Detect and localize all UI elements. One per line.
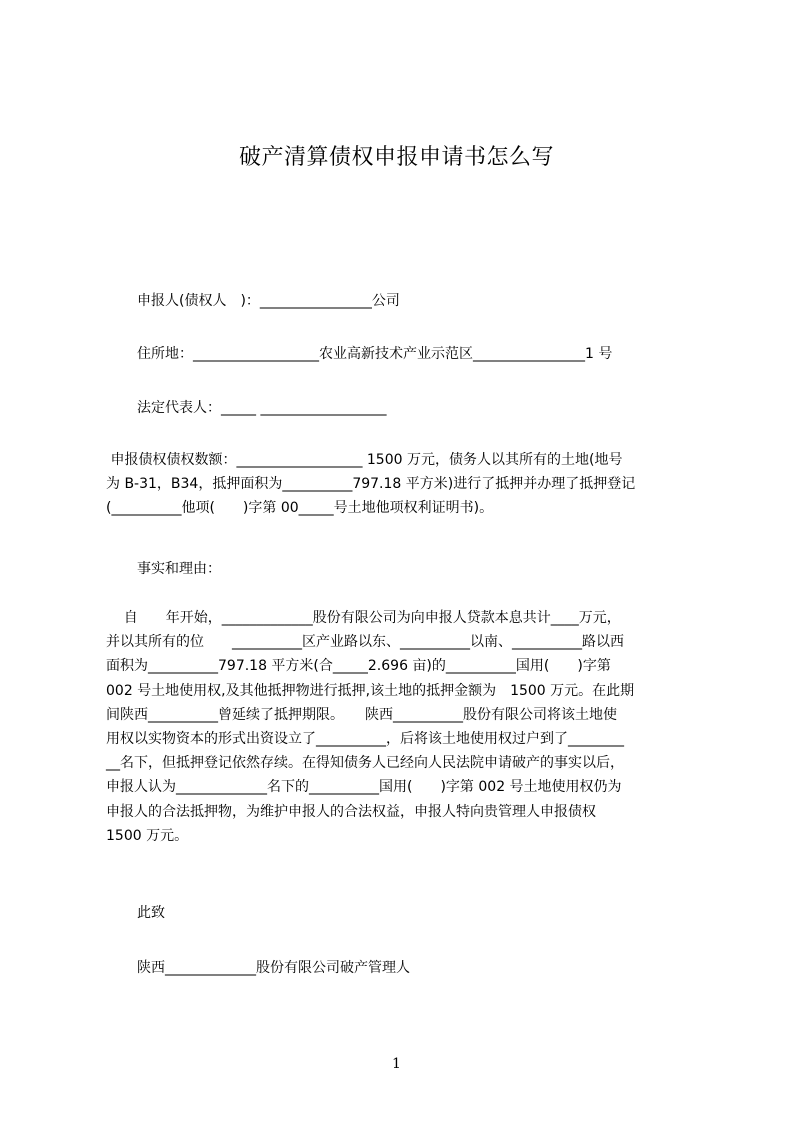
document-title: 破产清算债权申报申请书怎么写	[238, 145, 554, 170]
page-number: 1	[392, 1056, 401, 1072]
facts-heading: 事实和理由：	[137, 561, 221, 577]
facts-row: 用权以实物资本的形式出资设立了__________，后将该土地使用权过户到了________	[106, 730, 624, 747]
claim-row: 为 B-31，B34，抵押面积为__________797.18 平方米)进行了抵押并办理了抵押登记	[106, 476, 636, 493]
facts-row: 面积为__________797.18 平方米(合_____2.696 亩)的__________国用( )字第	[106, 658, 611, 675]
facts-row: 申报人认为_____________名下的__________国用( )字第 002 号土地使用权仍为	[106, 779, 622, 796]
facts-row: __名下，但抵押登记依然存续。在得知债务人已经向人民法院申请破产的事实以后，	[106, 755, 624, 772]
address-line: 住所地：__________________农业高新技术产业示范区________________1 号	[137, 346, 613, 362]
facts-row: 1500 万元。	[106, 827, 189, 844]
facts-row: 自 年开始，_____________股份有限公司为向申报人贷款本息共计____万元，	[106, 610, 621, 626]
claim-row: (__________他项( )字第 00_____号土地他项权利证明书)。	[106, 500, 494, 517]
facts-paragraph	[106, 606, 706, 848]
closing-line: 此致	[137, 905, 165, 921]
recipient-line: 陕西_____________股份有限公司破产管理人	[137, 960, 410, 976]
facts-row: 002 号土地使用权,及其他抵押物进行抵押,该土地的抵押金额为 1500 万元。在此期	[106, 682, 635, 699]
facts-row: 申报人的合法抵押物，为维护申报人的合法权益，申报人特向贵管理人申报债权	[106, 803, 596, 820]
legal-representative-line: 法定代表人：_____ __________________	[137, 400, 387, 416]
facts-row: 并以其所有的位 __________区产业路以东、__________以南、__________路以西	[106, 634, 624, 651]
facts-row: 间陕西__________曾延续了抵押期限。 陕西__________股份有限公司将该土地使	[106, 706, 617, 723]
claim-paragraph	[106, 448, 707, 521]
claim-row: 申报债权债权数额：__________________ 1500 万元，债务人以其所有的土地(地号	[106, 452, 623, 468]
applicant-line: 申报人(债权人 )：________________公司	[137, 293, 400, 309]
